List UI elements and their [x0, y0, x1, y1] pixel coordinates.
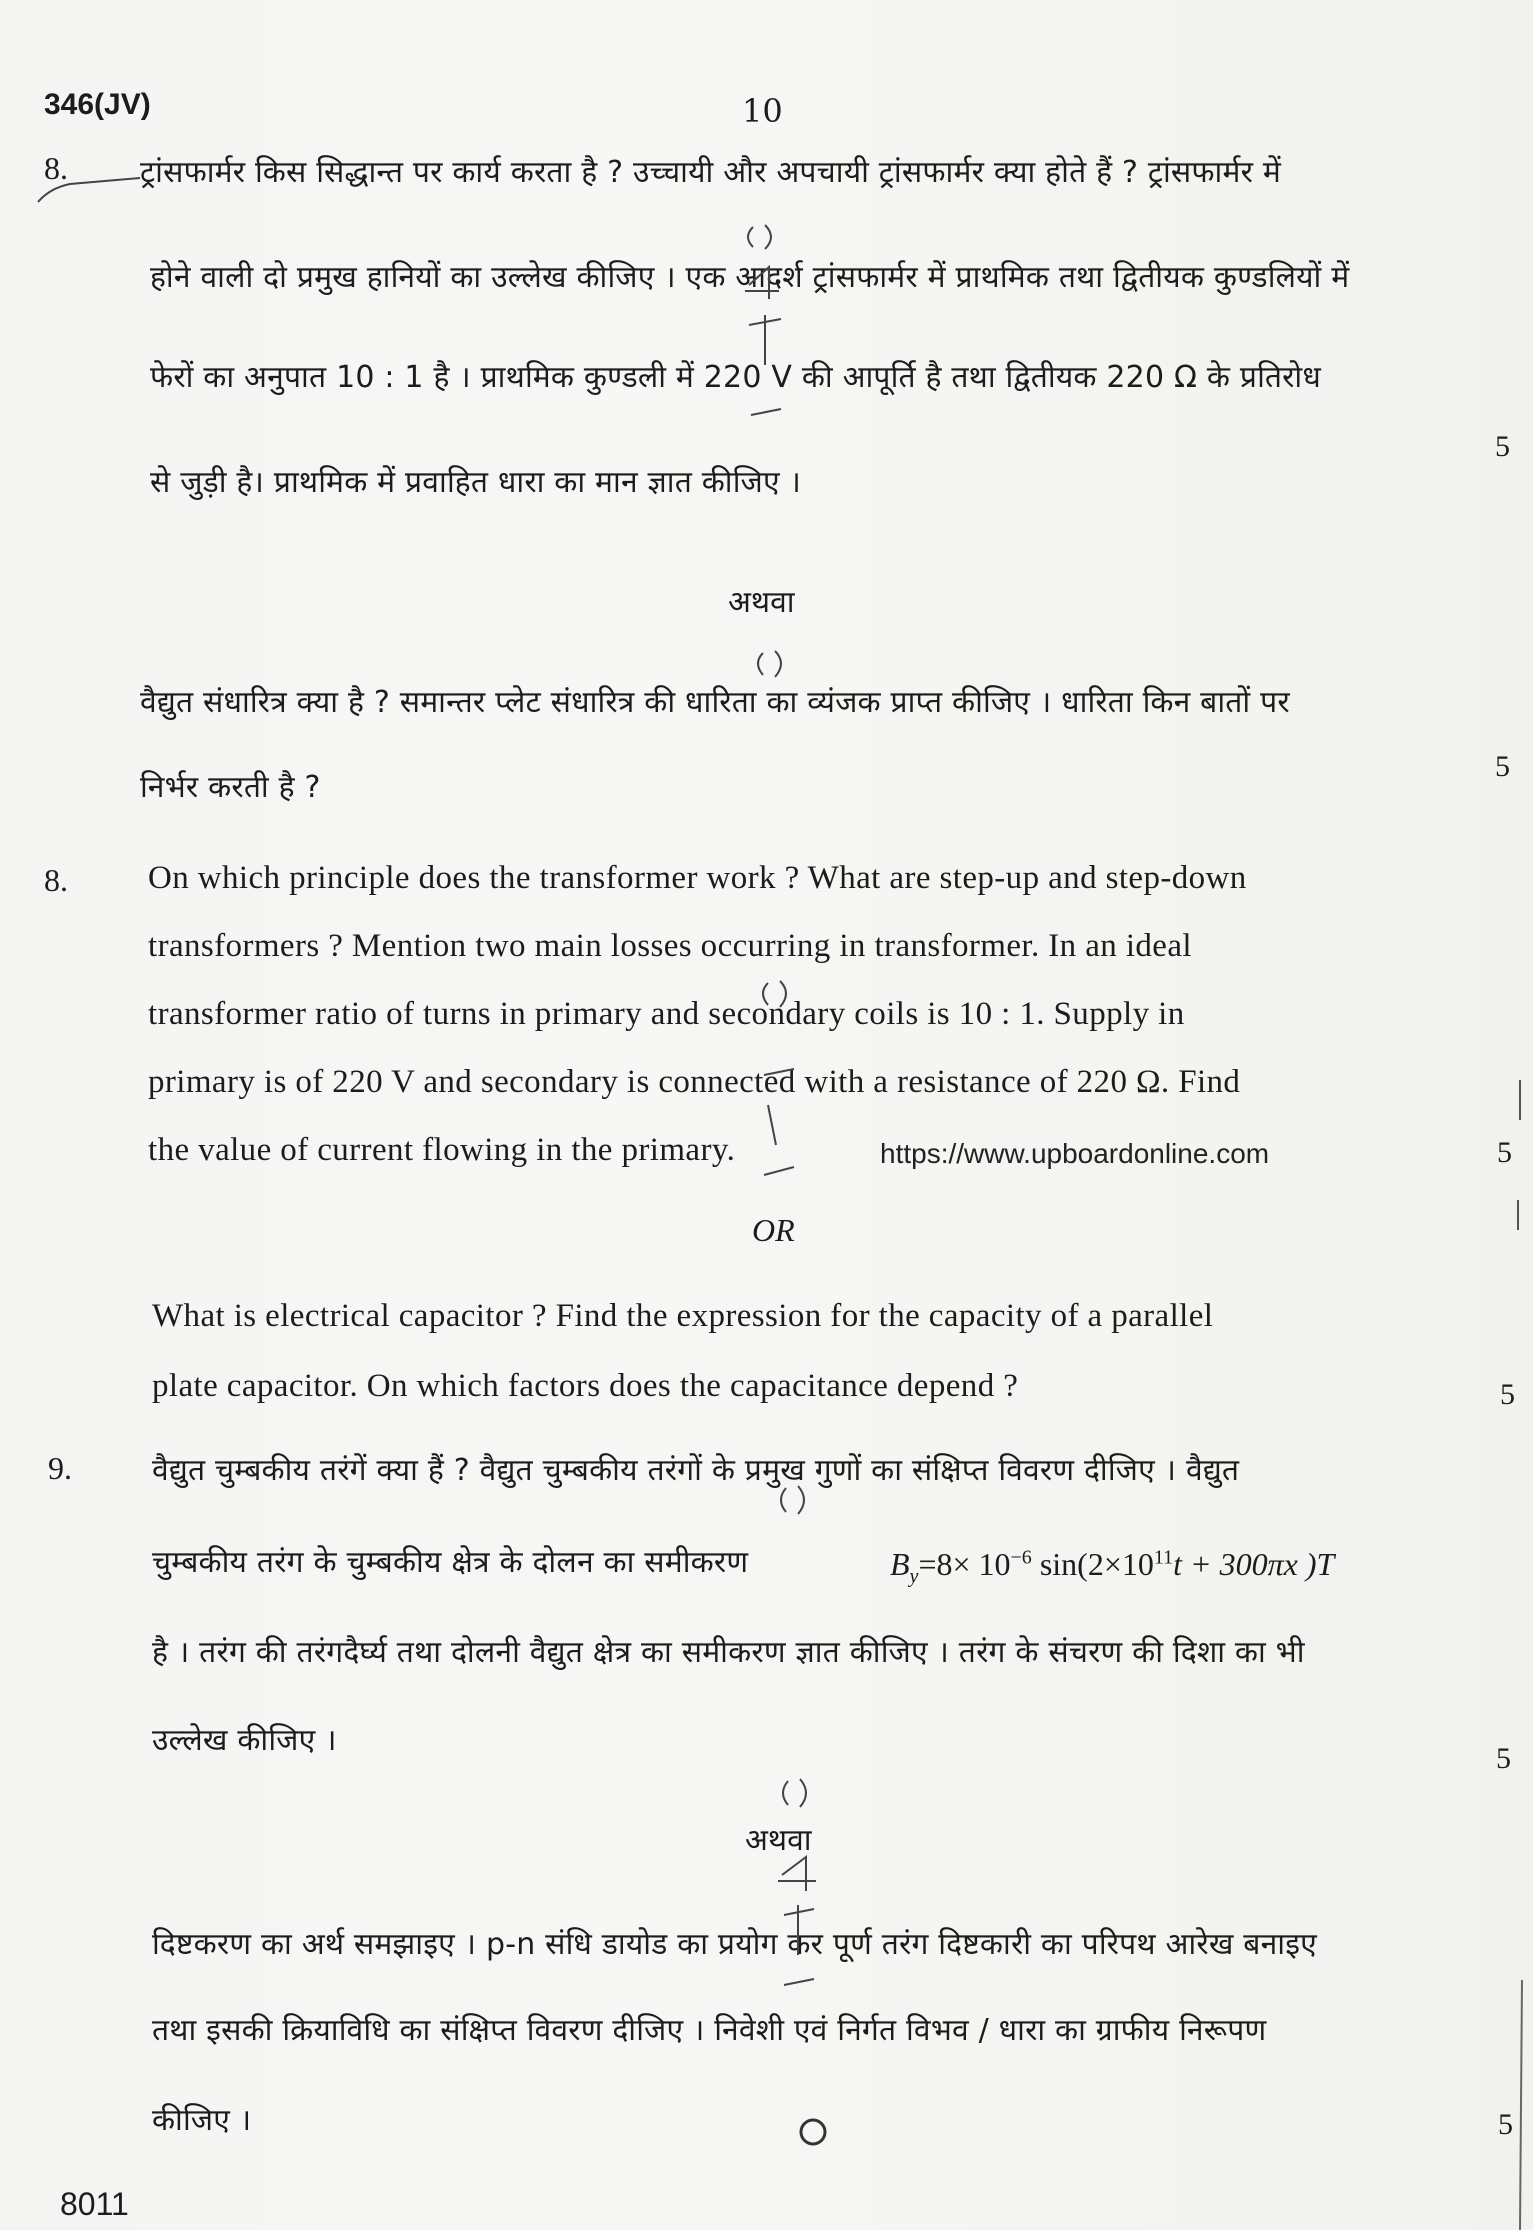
- question-line: plate capacitor. On which factors does the capacitance depend ?: [152, 1368, 1019, 1404]
- question-line: वैद्युत संधारित्र क्या है ? समान्तर प्लेट संधारित्र की धारिता का व्यंजक प्राप्त कीजिए । धारिता किन बातों पर: [140, 685, 1290, 720]
- footer-code: 8011: [60, 2186, 129, 2222]
- page-edge-shadow: [1508, 1080, 1533, 2230]
- question-line: ट्रांसफार्मर किस सिद्धान्त पर कार्य करता है ? उच्चायी और अपचायी ट्रांसफार्मर क्या होते हैं ? ट्रांसफार्मर में: [140, 155, 1281, 190]
- question-line: transformer ratio of turns in primary and secondary coils is 10 : 1. Supply in: [148, 996, 1185, 1032]
- equation-part: sin(2×10: [1031, 1546, 1154, 1582]
- circle-mark-icon: [795, 2112, 835, 2152]
- question-line: उल्लेख कीजिए ।: [152, 1723, 337, 1758]
- handwritten-scribble-icon: [735, 215, 795, 455]
- question-line: है । तरंग की तरंगदैर्घ्य तथा दोलनी वैद्युत क्षेत्र का समीकरण ज्ञात कीजिए । तरंग के संचरण की दिशा का भी: [152, 1635, 1305, 1670]
- equation-exponent: 11: [1153, 1546, 1174, 1569]
- question-line: कीजिए ।: [152, 2103, 252, 2138]
- marks: 5: [1495, 430, 1510, 463]
- question-line: वैद्युत चुम्बकीय तरंगें क्या हैं ? वैद्युत चुम्बकीय तरंगों के प्रमुख गुणों का संक्षिप्त विवरण दीजिए । वैद्युत: [152, 1453, 1240, 1488]
- question-line: निर्भर करती है ?: [140, 770, 321, 805]
- source-url: https://www.upboardonline.com: [880, 1138, 1270, 1169]
- equation-exponent: −6: [1010, 1546, 1032, 1569]
- equation: [890, 1546, 1334, 1588]
- question-line: चुम्बकीय तरंग के चुम्बकीय क्षेत्र के दोलन का समीकरण: [152, 1545, 749, 1580]
- page-number: 10: [742, 92, 783, 130]
- question-number: 8.: [44, 150, 68, 186]
- question-line: What is electrical capacitor ? Find the expression for the capacity of a parallel: [152, 1298, 1214, 1334]
- marks: 5: [1500, 1378, 1515, 1411]
- question-line: the value of current flowing in the primary.: [148, 1132, 736, 1168]
- question-line: transformers ? Mention two main losses occurring in transformer. In an ideal: [148, 928, 1192, 964]
- marks: 5: [1498, 2108, 1513, 2141]
- question-line: फेरों का अनुपात 10 : 1 है । प्राथमिक कुण्डली में 220 V की आपूर्ति है तथा द्वितीयक 220 Ω के प्रतिरोध: [150, 360, 1322, 395]
- marks: 5: [1497, 1136, 1512, 1169]
- handwritten-mark-icon: [30, 170, 150, 210]
- marks: 5: [1496, 1742, 1511, 1775]
- equation-part: t + 300πx )T: [1173, 1546, 1335, 1582]
- equation-subscript: y: [909, 1565, 919, 1588]
- question-line: दिष्टकरण का अर्थ समझाइए । p-n संधि डायोड का प्रयोग कर पूर्ण तरंग दिष्टकारी का परिपथ आरेख बनाइए: [152, 1927, 1317, 1962]
- equation-part: =8× 10: [918, 1546, 1011, 1582]
- question-line: होने वाली दो प्रमुख हानियों का उल्लेख कीजिए । एक आदर्श ट्रांसफार्मर में प्राथमिक तथा द्वितीयक कुण्डलियों में: [150, 260, 1350, 295]
- handwritten-scribble-icon: [772, 1482, 822, 1522]
- question-line: तथा इसकी क्रियाविधि का संक्षिप्त विवरण दीजिए । निवेशी एवं निर्गत विभव / धारा का ग्राफीय निरूपण: [152, 2013, 1267, 2048]
- question-line: से जुड़ी है। प्राथमिक में प्रवाहित धारा का मान ज्ञात कीजिए ।: [150, 465, 802, 500]
- question-line: On which principle does the transformer work ? What are step-up and step-down: [148, 860, 1247, 896]
- or-divider: अथवा: [728, 585, 795, 620]
- paper-code: 346(JV): [44, 88, 151, 121]
- or-divider: अथवा: [745, 1823, 812, 1858]
- handwritten-scribble-icon: [750, 975, 810, 1215]
- equation-lhs: B: [890, 1546, 910, 1582]
- or-divider: OR: [752, 1212, 795, 1248]
- handwritten-scribble-icon: [770, 1775, 830, 2005]
- marks: 5: [1495, 750, 1510, 783]
- handwritten-scribble-icon: [745, 645, 805, 685]
- question-number: 9.: [48, 1450, 72, 1486]
- question-number: 8.: [44, 862, 68, 898]
- question-line: primary is of 220 V and secondary is connected with a resistance of 220 Ω. Find: [148, 1064, 1241, 1100]
